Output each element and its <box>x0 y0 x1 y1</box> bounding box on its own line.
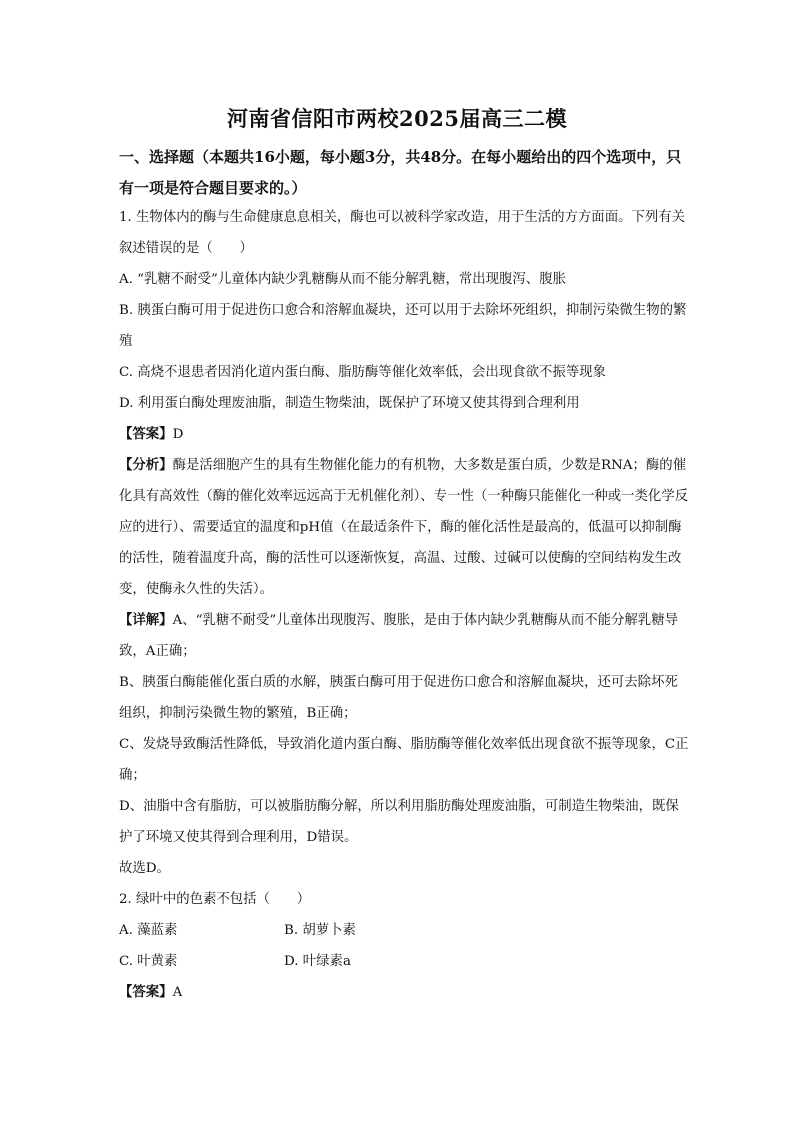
q1-analysis <box>119 450 689 605</box>
page-title: 河南省信阳市两校2025届高三二模 <box>227 106 567 131</box>
q1-option-b: B. 胰蛋白酶可用于促进伤口愈合和溶解血凝块，还可以用于去除坏死组织，抑制污染微生物的繁殖 <box>119 303 687 349</box>
q1-detail-c: C、发烧导致酶活性降低，导致消化道内蛋白酶、脂肪酶等催化效率低出现食欲不振等现象，C正确； <box>119 737 689 783</box>
answer-value: D <box>172 427 184 442</box>
q2-option-c: C. 叶黄素 <box>119 954 178 969</box>
section-header: 一、选择题（本题共16小题，每小题3分，共48分。在每小题给出的四个选项中，只有一项是符合题目要求的。） <box>119 148 682 197</box>
detail-a-text: A、“乳糖不耐受”儿童体出现腹泻、腹胀，是由于体内缺少乳糖酶从而不能分解乳糖导致，A正确； <box>119 613 678 659</box>
detail-label: 【详解】 <box>119 612 173 628</box>
q2-answer <box>119 977 689 1008</box>
q2-option-d: D. 叶绿素a <box>284 954 351 969</box>
q2-options-row-2 <box>119 946 689 977</box>
answer-label: 【答案】 <box>119 426 173 442</box>
answer-label: 【答案】 <box>119 984 173 1000</box>
q1-option-c: C. 高烧不退患者因消化道内蛋白酶、脂肪酶等催化效率低，会出现食欲不振等现象 <box>119 365 606 380</box>
q2-option-b: B. 胡萝卜素 <box>284 923 356 938</box>
q1-conclusion: 故选D。 <box>119 861 170 876</box>
q1-detail-b: B、胰蛋白酶能催化蛋白质的水解，胰蛋白酶可用于促进伤口愈合和溶解血凝块，还可去除坏死组织，抑制污染微生物的繁殖，B正确； <box>119 675 678 721</box>
analysis-label: 【分析】 <box>119 457 173 473</box>
q1-option-d: D. 利用蛋白酶处理废油脂，制造生物柴油，既保护了环境又使其得到合理利用 <box>119 396 580 411</box>
q2-option-a: A. 藻蓝素 <box>119 923 178 938</box>
q1-option-a: A. “乳糖不耐受”儿童体内缺少乳糖酶从而不能分解乳糖，常出现腹泻、腹胀 <box>119 272 566 287</box>
analysis-text: 酶是活细胞产生的具有生物催化能力的有机物，大多数是蛋白质，少数是RNA；酶的催化具有高效性（酶的催化效率远远高于无机催化剂）、专一性（一种酶只能催化一种或一类化学反应的进行）、需要适宜的温度和pH值（在最适条件下，酶的催化活性是最高的，低温可以抑制酶的活性，随着温度升高，酶的活性可以逐渐恢复，高温、过酸、过碱可以使酶的空间结构发生改变，使酶永久性的失活）。 <box>119 458 689 597</box>
q1-answer <box>119 419 689 450</box>
question-content <box>119 202 689 1008</box>
q1-detail-d: D、油脂中含有脂肪，可以被脂肪酶分解，所以利用脂肪酶处理废油脂，可制造生物柴油，既保护了环境又使其得到合理利用，D错误。 <box>119 799 679 845</box>
q2-stem: 2. 绿叶中的色素不包括（ ） <box>119 892 311 907</box>
q1-detail-a <box>119 605 689 667</box>
answer-value: A <box>172 985 183 1000</box>
q1-stem: 1. 生物体内的酶与生命健康息息相关，酶也可以被科学家改造，用于生活的方方面面。下列有关叙述错误的是（ ） <box>119 210 686 256</box>
q2-options-row-1 <box>119 915 689 946</box>
